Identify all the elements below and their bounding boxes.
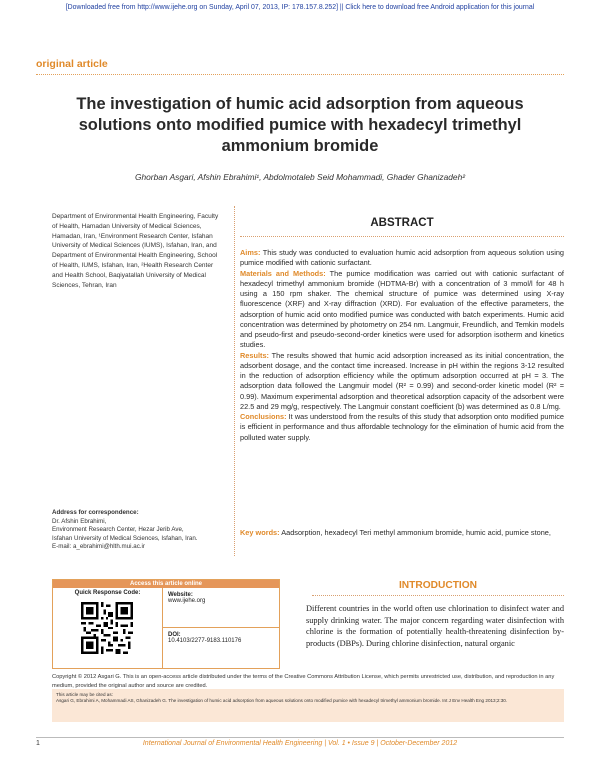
- correspondence-line: Isfahan University of Medical Sciences, Isfahan, Iran.: [52, 534, 198, 542]
- abstract-divider: [240, 236, 564, 237]
- correspondence-line: Environment Research Center, Hezar Jerib Ave,: [52, 526, 184, 534]
- copyright-notice: Copyright © 2012 Asgari G. This is an open-access article distributed under the terms of the Creative Commons Attribution License, which permits unrestricted use, distribution, and reproduction in any medium, provided the original author and source are credited.: [52, 674, 555, 689]
- introduction-divider: [312, 595, 564, 596]
- aims-label: Aims:: [240, 248, 261, 257]
- qr-column: [53, 588, 163, 669]
- website-label: Website:: [168, 592, 193, 598]
- aims-text: This study was conducted to evaluation humic acid adsorption from aqueous solution using pumice modified with cationic surfactant.: [240, 248, 564, 268]
- access-info-column: [163, 588, 279, 669]
- author-list: Ghorban Asgari, Afshin Ebrahimi¹, Abdolmotaleb Seid Mohammadi, Ghader Ghanizadeh²: [134, 172, 466, 182]
- qr-label: Quick Response Code:: [74, 590, 141, 596]
- citation-text: Asgari G, Ebrahimi A, Mohammadi AS, Ghanizadeh G. The investigation of humic acid adsorption from aqueous solutions onto modified pumice with hexadecyl trimethyl ammonium bromide. Int J Env Health Eng 2013;2:30.: [56, 698, 508, 704]
- results-label: Results:: [240, 350, 269, 360]
- conclusions-text: It was understood from the results of this study that adsorption onto modified pumice is efficient in performance and thus affordable technology for the elimination of humic acid from the polluted water supply.: [240, 412, 564, 442]
- column-divider: [234, 206, 235, 556]
- abstract-aims: [240, 248, 564, 269]
- access-box-heading: Access this article online: [53, 580, 279, 588]
- abstract-heading: ABSTRACT: [370, 217, 434, 229]
- citation-box: [52, 689, 564, 722]
- download-banner[interactable]: [Downloaded free from http://www.ijehe.org on Sunday, April 07, 2013, IP: 178.157.8.252] || Click here to download free Android application for this journal: [65, 4, 535, 11]
- methods-text: The pumice modification was carried out with cationic surfactant of hexadecyl trimethyl ammonium bromide (HDTMA-Br) with a concentration of 3 mmol/l for 48 h using a 150 rpm shaker. The chemical structure of pumice was determined using X-ray fluorescence (XRF) and X-ray diffraction (XRD). For evaluation of the effective parameters, the adsorption of humic acid onto modified pumice was conducted with batch experiments. Humic acid concentration was determined by photometry on 254 nm. Langmuir, Freundlich, and Temkin models and pseudo-first and pseudo-second-order kinetics were used for adsorption isotherm and kinetics studies.: [240, 268, 564, 350]
- introduction-heading: INTRODUCTION: [398, 580, 478, 591]
- keywords-label: Key words:: [240, 528, 280, 537]
- doi-label: DOI:: [168, 632, 181, 638]
- footer-divider: [36, 737, 564, 738]
- section-tag: original article: [36, 58, 108, 70]
- access-article-box: [52, 579, 280, 669]
- correspondence-email[interactable]: E-mail: a_ebrahimi@hlth.mui.ac.ir: [52, 543, 145, 551]
- correspondence-line: Dr. Afshin Ebrahimi,: [52, 517, 107, 525]
- affiliation: Department of Environmental Health Engineering, Faculty of Health, Hamadan University of Medical Sciences, Hamadan, Iran, ¹Environment Research Center, Isfahan University of Medical Sciences (IUMS), Isfahan, Iran, and Department of Environmental Health Engineering, School of Health, IUMS, Isfahan, Iran, ²Health Research Center and Health School, Baqiyatallah University of Medical Sciences, Tehran, Iran: [52, 213, 219, 289]
- website-row: [163, 588, 279, 628]
- keywords: [240, 528, 564, 538]
- correspondence-address: [52, 509, 232, 552]
- doi-link[interactable]: 10.4103/2277-9183.110176: [168, 638, 242, 644]
- abstract-methods: [240, 269, 564, 351]
- website-link[interactable]: www.ijehe.org: [168, 598, 206, 604]
- citation-heading: This article may be cited as:: [56, 692, 113, 697]
- abstract-conclusions: [240, 412, 564, 443]
- correspondence-heading: Address for correspondence:: [52, 509, 139, 516]
- methods-label: Materials and Methods:: [240, 268, 326, 278]
- footer-journal: International Journal of Environmental Health Engineering | Vol. 1 • Issue 9 | October-December 2012: [142, 740, 458, 747]
- introduction-text: Different countries in the world often use chlorination to disinfect water and supply drinking water. The major concern regarding water disinfection with chlorine is the formation of potentially health-threatening disinfection by-products (DBPs). During chlorine disinfection, natural organic: [306, 604, 564, 648]
- page-number: 1: [36, 740, 40, 747]
- conclusions-label: Conclusions:: [240, 412, 287, 421]
- keywords-text: Aadsorption, hexadecyl Teri methyl ammonium bromide, humic acid, pumice stone,: [281, 528, 551, 537]
- doi-row: [163, 628, 279, 668]
- section-divider: [36, 74, 564, 75]
- results-text: The results showed that humic acid adsorption increased as its initial concentration, the adsorbent dosage, and the contact time increased. Increase in pH within the regions 3-12 resulted in the reduction of adsorption efficiency while the optimum adsorption occurred at pH = 3. The adsorption data followed the Langmuir model (R² = 0.99) and second-order kinetic model (R² = 0.99). Maximum experimental adsorption and theoretical adsorption capacity of the adsorbent were 22.5 and 29 mg/g, respectively. The Langmuir constant coefficient (b) was determined as 0.8 L/mg.: [240, 350, 564, 411]
- qr-code[interactable]: [81, 602, 133, 654]
- abstract-body: [240, 248, 564, 443]
- article-title: The investigation of humic acid adsorption from aqueous solutions onto modified pumice with hexadecyl trimethyl ammonium bromide: [76, 95, 524, 155]
- abstract-results: [240, 351, 564, 413]
